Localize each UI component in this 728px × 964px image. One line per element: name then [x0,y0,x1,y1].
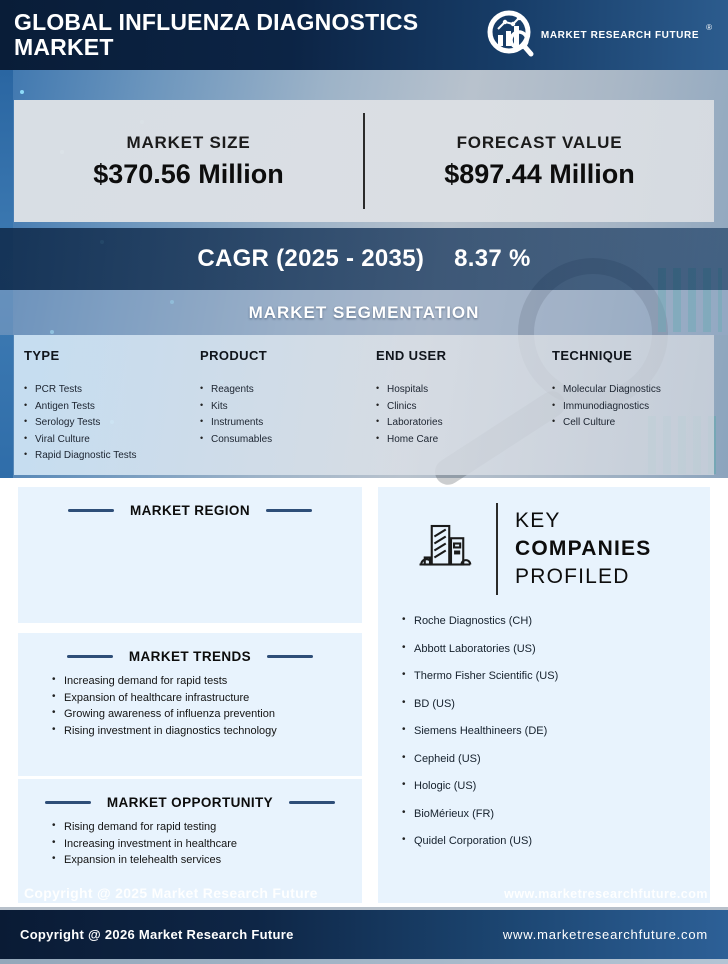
company-item: • BD (US) [402,698,710,710]
opportunity-item: • Expansion in telehealth services [52,854,362,866]
market-trends-panel [18,633,362,776]
segment-item: • PCR Tests [24,384,200,395]
magnifier-chart-logo-icon [486,9,534,62]
segmentation-column-end-user [376,335,552,475]
segment-item: • Serology Tests [24,417,200,428]
market-opportunity-title: MARKET OPPORTUNITY [106,795,274,810]
building-icon [416,520,472,579]
segment-item: • Viral Culture [24,434,200,445]
heading-dash-right [289,801,335,804]
market-trends-title: MARKET TRENDS [128,649,252,664]
segmentation-title: MARKET SEGMENTATION [248,302,480,322]
segment-item: • Consumables [200,434,376,445]
registered-mark: ® [706,22,712,32]
footer-copyright: Copyright @ 2026 Market Research Future [20,927,294,942]
market-size-value: $370.56 Million [93,158,284,189]
company-item: • Quidel Corporation (US) [402,835,710,847]
cagr-value: 8.37 % [454,245,531,272]
segmentation-column-type [24,335,200,475]
trend-item: • Expansion of healthcare infrastructure [52,692,362,704]
forecast-value-value: $897.44 Million [444,158,635,189]
segment-item: • Laboratories [376,417,552,428]
market-opportunity-list [18,821,362,866]
segmentation-column-product [200,335,376,475]
segment-item-list [200,384,376,445]
watermark-website: www.marketresearchfuture.com [504,887,708,901]
heading-dash-left [68,509,114,512]
segment-item: • Rapid Diagnostic Tests [24,450,200,461]
segment-item: • Hospitals [376,384,552,395]
vertical-divider [496,503,498,595]
cagr-label: CAGR (2025 - 2035) [197,245,425,272]
page-title-line2: MARKET [14,34,114,60]
segmentation-panel [14,335,714,475]
segment-column-header: END USER [376,348,447,363]
market-opportunity-heading [18,779,362,810]
brand-logo-text: MARKET RESEARCH FUTURE [540,29,700,41]
segment-item: • Reagents [200,384,376,395]
segmentation-column-technique [552,335,724,475]
key-companies-title-line2: COMPANIES [515,536,652,560]
segment-item: • Home Care [376,434,552,445]
heading-dash-left [67,655,113,658]
header-bar [0,0,728,70]
market-region-heading [18,487,362,518]
key-companies-panel [378,487,710,903]
network-dots-decoration [20,90,24,94]
opportunity-item: • Increasing investment in healthcare [52,838,362,850]
footer-bar [0,907,728,959]
key-companies-header [378,487,710,595]
market-trends-list [18,675,362,737]
segment-column-header: TYPE [24,348,60,363]
company-item: • Thermo Fisher Scientific (US) [402,670,710,682]
heading-dash-right [267,655,313,658]
segment-item-list [552,384,724,428]
key-companies-list [378,615,710,847]
watermark-copyright: Copyright @ 2025 Market Research Future [24,885,318,901]
segment-column-header: TECHNIQUE [552,348,633,363]
segment-item: • Clinics [376,401,552,412]
key-companies-title [515,507,651,591]
footer-website-link[interactable]: www.marketresearchfuture.com [502,927,708,942]
cagr-band [0,228,728,290]
company-item: • Cepheid (US) [402,753,710,765]
company-item: • Abbott Laboratories (US) [402,643,710,655]
segment-column-header: PRODUCT [200,348,268,363]
segment-item: • Kits [200,401,376,412]
market-region-title: MARKET REGION [130,503,250,518]
bottom-edge-strip [0,959,728,964]
forecast-value-label: FORECAST VALUE [456,132,623,152]
key-companies-title-line1: KEY [515,508,561,532]
segment-item-list [24,384,200,461]
market-region-panel [18,487,362,623]
market-size-panel [14,100,714,222]
segment-item: • Immunodiagnostics [552,401,724,412]
heading-dash-left [45,801,91,804]
market-size-block [14,133,363,190]
segment-item: • Instruments [200,417,376,428]
segment-item: • Antigen Tests [24,401,200,412]
forecast-value-block [365,133,714,190]
company-item: • BioMérieux (FR) [402,808,710,820]
company-item: • Siemens Healthineers (DE) [402,725,710,737]
segmentation-title-band [0,290,728,335]
heading-dash-right [266,509,312,512]
segment-item: • Cell Culture [552,417,724,428]
trend-item: • Rising investment in diagnostics technology [52,725,362,737]
page-title-line1: GLOBAL INFLUENZA DIAGNOSTICS [14,9,419,36]
trend-item: • Growing awareness of influenza prevention [52,708,362,720]
segment-item-list [376,384,552,445]
market-size-label: MARKET SIZE [126,132,251,152]
page-title [14,10,418,60]
company-item: • Hologic (US) [402,780,710,792]
key-companies-title-line3: PROFILED [515,565,630,589]
market-trends-heading [18,633,362,664]
opportunity-item: • Rising demand for rapid testing [52,821,362,833]
brand-logo [486,9,712,62]
segment-item: • Molecular Diagnostics [552,384,724,395]
company-item: • Roche Diagnostics (CH) [402,615,710,627]
trend-item: • Increasing demand for rapid tests [52,675,362,687]
